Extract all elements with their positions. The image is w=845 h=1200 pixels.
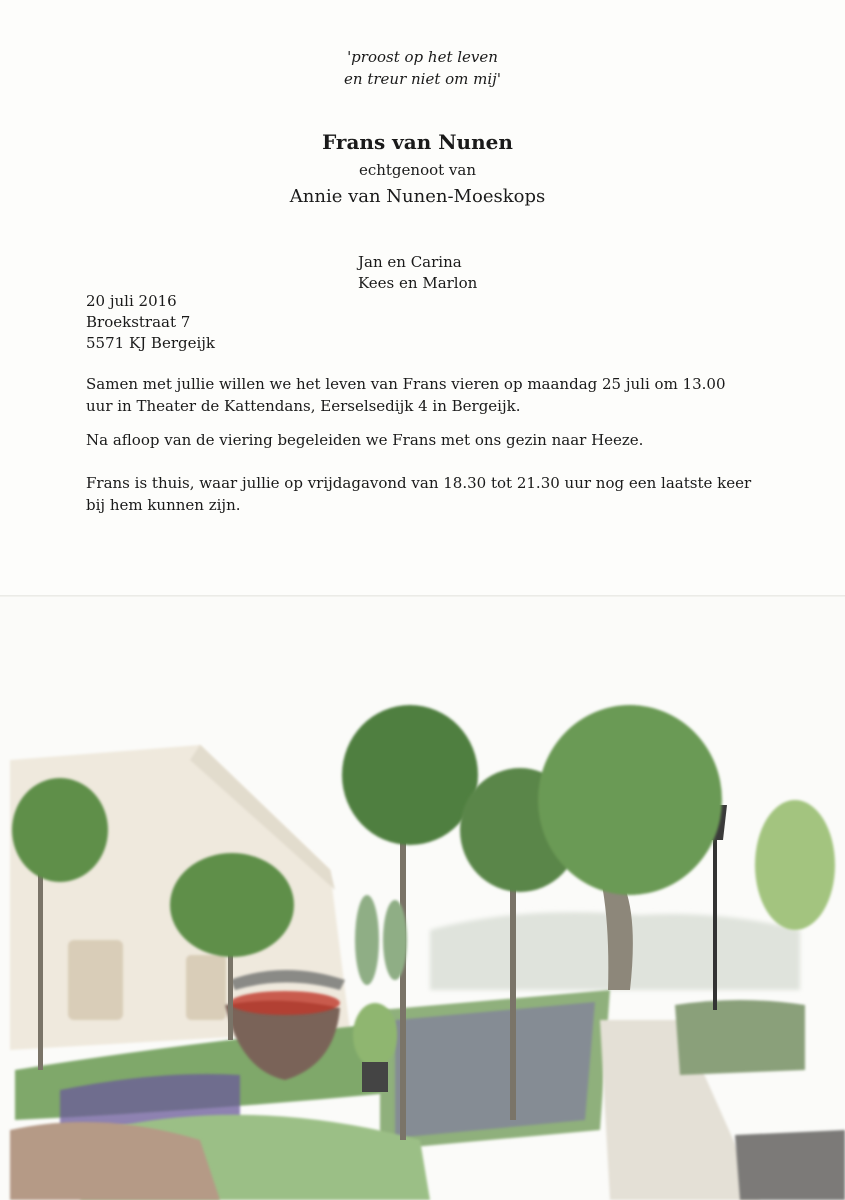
tree-trunk [38,870,43,1070]
postal-city: 5571 KJ Bergeijk [86,334,216,352]
motto [0,46,845,90]
planter [362,1062,388,1092]
boxwood-shrub [353,1003,397,1067]
lamp-post [713,830,717,1010]
motto-line-1: 'proost op het leven [347,48,498,66]
date-address-block [86,291,215,354]
stone-block [735,1130,845,1200]
door-left [68,940,123,1020]
door-right [186,955,226,1020]
tree-crown-small [170,853,294,957]
date: 20 juli 2016 [86,292,177,310]
relation-label: echtgenoot van [358,161,477,179]
urn-flowers [230,991,340,1015]
burial-paragraph: Na afloop van de viering begeleiden we Frans met ons gezin naar Heeze. [86,431,644,449]
family-member: Jan en Carina [358,253,462,271]
tree-crown-right [755,800,835,930]
spouse-name: Annie van Nunen-Moeskops [289,186,546,207]
cypress-tree [383,900,407,980]
tree-crown-tall [342,705,478,845]
visitation-paragraph: Frans is thuis, waar jullie op vrijdagavond van 18.30 tot 21.30 uur nog een laatste keer bij hem kunnen zijn. [86,474,752,514]
family-list [358,252,477,294]
hedge-block-right [675,1000,805,1075]
tree-trunk [400,830,406,1140]
garden-watercolor-painting [0,690,845,1200]
family-member: Kees en Marlon [358,274,478,292]
motto-line-2: en treur niet om mij' [344,70,501,88]
deceased-name: Frans van Nunen [322,130,513,154]
street: Broekstraat 7 [86,313,191,331]
tree-crown-left [12,778,108,882]
card-fold-line [0,595,845,597]
cypress-tree [355,895,379,985]
ceremony-paragraph: Samen met jullie willen we het leven van Frans vieren op maandag 25 juli om 13.00 uur in Theater de Kattendans, Eerselsedijk 4 in Bergeijk. [86,375,726,415]
parterre-lavender [395,1002,595,1138]
oak-crown [538,705,722,895]
